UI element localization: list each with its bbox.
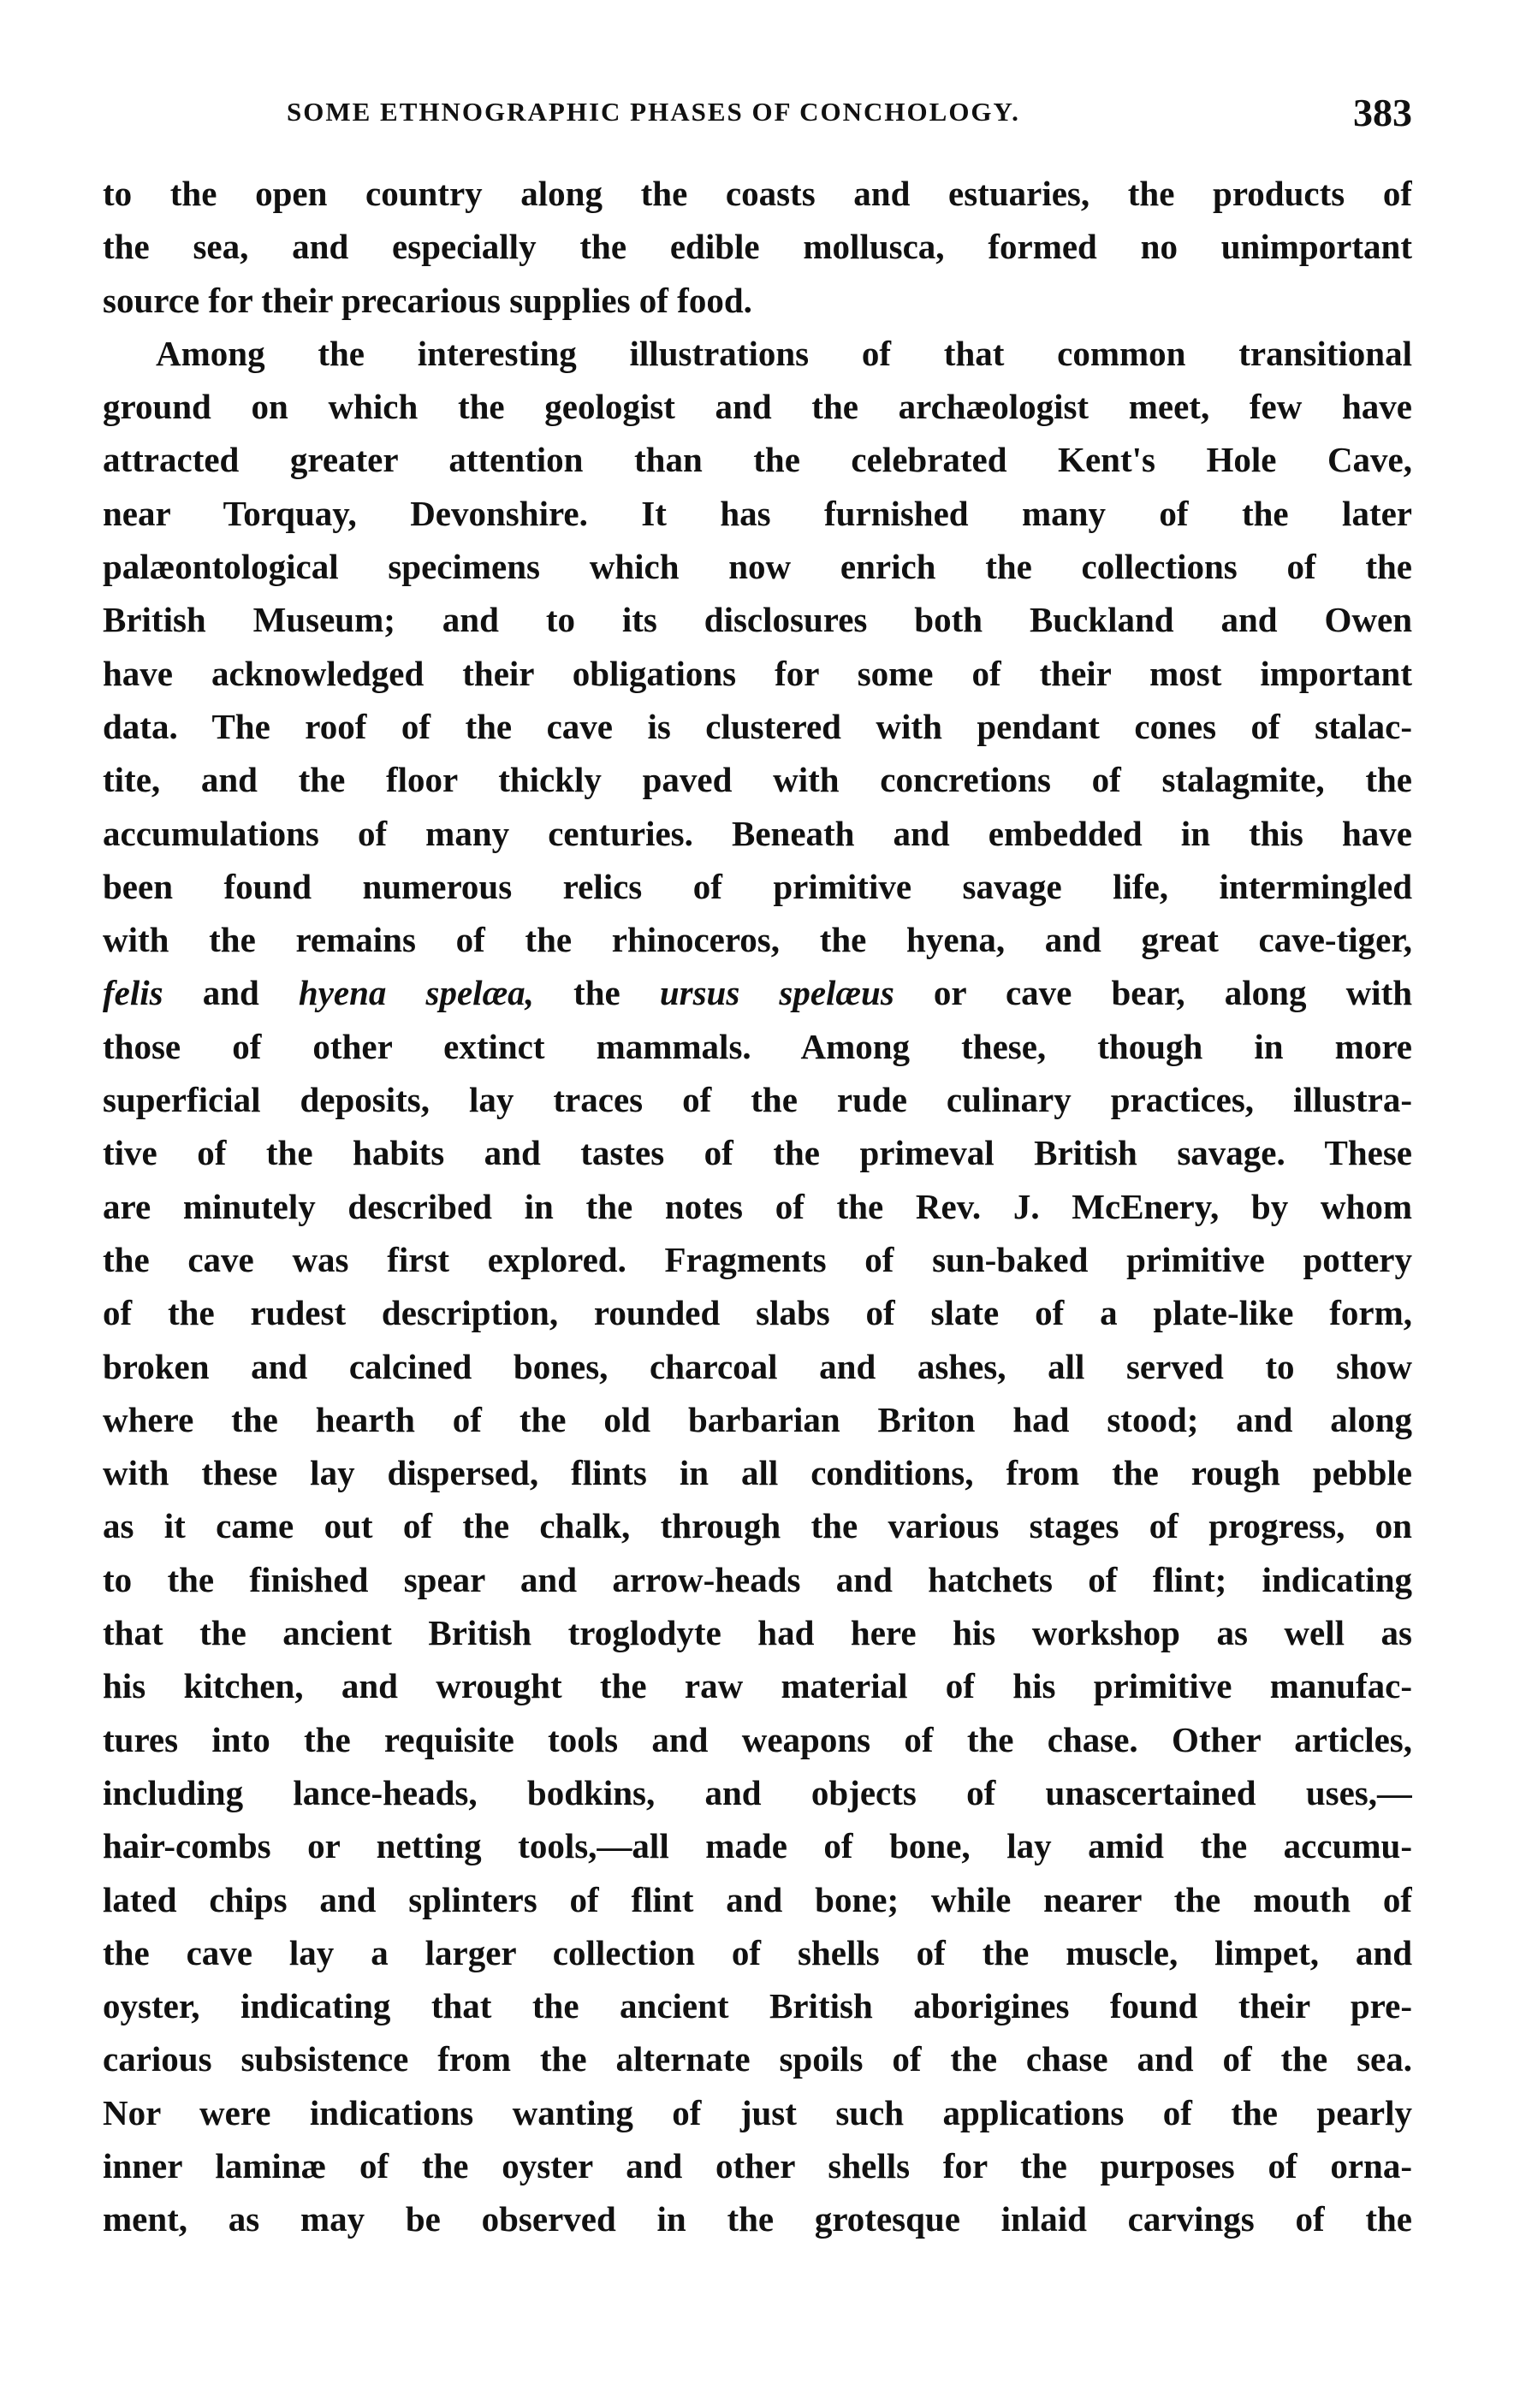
text-fragment: and: [163, 973, 299, 1013]
text-line: that the ancient British troglodyte had here his workshop as well as: [103, 1613, 1412, 1653]
text-line: palæontological specimens which now enrich the collections of the: [103, 547, 1412, 587]
text-line: oyster, indicating that the ancient British aborigines found their pre-: [103, 1986, 1412, 2026]
text-line: British Museum; and to its disclosures both Buckland and Owen: [103, 600, 1412, 640]
running-head: [103, 90, 1412, 141]
text-line: attracted greater attention than the celebrated Kent's Hole Cave,: [103, 440, 1412, 480]
text-line: of the rudest description, rounded slabs of slate of a plate-like form,: [103, 1293, 1412, 1333]
text-line: with the remains of the rhinoceros, the hyena, and great cave-tiger,: [103, 920, 1412, 960]
text-line: are minutely described in the notes of the Rev. J. McEnery, by whom: [103, 1186, 1412, 1226]
text-line: carious subsistence from the alternate spoils of the chase and of the sea.: [103, 2039, 1412, 2079]
text-line: where the hearth of the old barbarian Briton had stood; and along: [103, 1399, 1412, 1439]
text-line: tite, and the floor thickly paved with concretions of stalagmite, the: [103, 760, 1412, 800]
italic-hyena-spelaea: hyena spelæa,: [298, 973, 534, 1013]
italic-ursus-spelaeus: ursus spelæus: [659, 973, 894, 1013]
text-line: data. The roof of the cave is clustered with pendant cones of stalac-: [103, 706, 1412, 746]
text-line: broken and calcined bones, charcoal and ashes, all served to show: [103, 1346, 1412, 1386]
body-text: [103, 167, 1412, 2246]
text-line: ment, as may be observed in the grotesque inlaid carvings of the: [103, 2199, 1412, 2239]
text-line: tive of the habits and tastes of the primeval British savage. These: [103, 1133, 1412, 1173]
text-line: his kitchen, and wrought the raw material of his primitive manufac-: [103, 1666, 1412, 1706]
text-line: as it came out of the chalk, through the various stages of progress, on: [103, 1506, 1412, 1546]
page-number: 383: [1353, 91, 1412, 134]
text-line: the sea, and especially the edible mollusca, formed no unimportant: [103, 227, 1412, 267]
text-line: superficial deposits, lay traces of the rude culinary practices, illustra-: [103, 1080, 1412, 1120]
text-line: those of other extinct mammals. Among these, though in more: [103, 1026, 1412, 1066]
text-line: ground on which the geologist and the archæologist meet, few have: [103, 387, 1412, 427]
text-line: source for their precarious supplies of food.: [103, 280, 752, 320]
text-line: Among the interesting illustrations of that common transitional: [156, 333, 1412, 373]
running-title: SOME ETHNOGRAPHIC PHASES OF CONCHOLOGY.: [287, 97, 1020, 127]
text-line: the cave was first explored. Fragments of sun-baked primitive pottery: [103, 1239, 1412, 1279]
text-line: accumulations of many centuries. Beneath and embedded in this have: [103, 813, 1412, 853]
text-line: the cave lay a larger collection of shells of the muscle, limpet, and: [103, 1932, 1412, 1972]
text-fragment: or cave bear, along with: [894, 973, 1412, 1013]
text-line: to the open country along the coasts and estuaries, the products of: [103, 174, 1412, 213]
text-line: tures into the requisite tools and weapons of the chase. Other articles,: [103, 1719, 1412, 1759]
text-line: near Torquay, Devonshire. It has furnished many of the later: [103, 493, 1412, 533]
text-line: have acknowledged their obligations for some of their most important: [103, 653, 1412, 693]
text-line: including lance-heads, bodkins, and objects of unascertained uses,—: [103, 1772, 1412, 1812]
text-line: been found numerous relics of primitive savage life, intermingled: [103, 866, 1412, 906]
text-line: to the finished spear and arrow-heads and hatchets of flint; indicating: [103, 1559, 1412, 1599]
italic-felis: felis: [103, 973, 163, 1013]
text-line: with these lay dispersed, flints in all conditions, from the rough pebble: [103, 1453, 1412, 1493]
text-line: inner laminæ of the oyster and other shells for the purposes of orna-: [103, 2145, 1412, 2186]
text-fragment: the: [533, 973, 660, 1013]
text-line: hair-combs or netting tools,—all made of bone, lay amid the accumu-: [103, 1826, 1412, 1866]
text-line: Nor were indications wanting of just such applications of the pearly: [103, 2092, 1412, 2132]
text-line: lated chips and splinters of flint and bone; while nearer the mouth of: [103, 1879, 1412, 1919]
text-line-species: [103, 966, 1412, 1019]
